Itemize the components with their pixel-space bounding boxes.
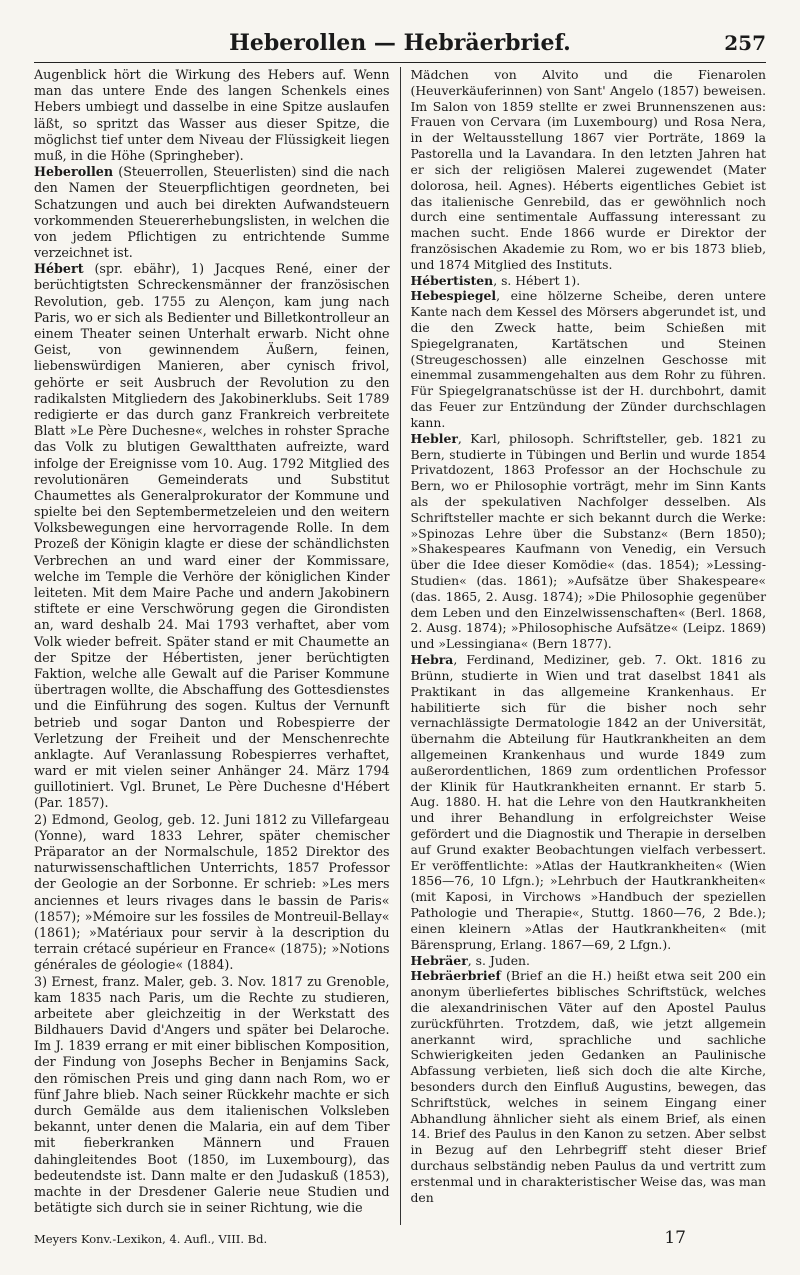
dictionary-entry bbox=[411, 968, 767, 1205]
entry-text: (Brief an die H.) heißt etwa seit 200 ein anonym überliefertes biblisches Schriftstück, welches die alexandrinischen Väter auf den Apostel Paulus zurückführten. Trotzdem, daß, wie jetzt allgemein anerkannt wird, sprachliche und sachliche Schwierigkeiten jeden Gedanken an Paulinische Abfassung verbieten, ließ sich doch die alte Kirche, besonders durch den Einfluß Augustins, bewegen, das Schriftstück, welches in seinem Eingang einer Abhandlung ähnlicher sieht als einem Brief, als einen 14. Brief des Paulus in den Kanon zu setzen. Aber selbst in Bezug auf den Lehrbegriff steht dieser Brief durchaus selbständig neben Paulus da und vertritt zum erstenmal und in charakteristischer Weise das, was man den bbox=[410, 968, 767, 1205]
dictionary-entry bbox=[34, 67, 390, 164]
dictionary-entry bbox=[411, 288, 767, 430]
entry-text: , s. Juden. bbox=[467, 952, 530, 968]
entry-text: 3) Ernest, franz. Maler, geb. 3. Nov. 1817 zu Grenoble, kam 1835 nach Paris, um die Rechte zu studieren, arbeitete aber gleichzeitig in der Werkstatt des Bildhauers David d'Angers und später bei Delaroche. Im J. 1839 errang er mit einer biblischen Komposition, der Findung von Josephs Becher in Benjamins Sack, den römischen Preis und ging dann nach Rom, wo er fünf Jahre blieb. Nach seiner Rückkehr machte er sich durch Gemälde aus dem italienischen Volksleben bekannt, unter denen die Malaria, ein auf dem Tiber mit fieberkranken Männern und Frauen dahingleitendes Boot (1850, im Luxembourg), das bedeutendste ist. Dann malte er den Judaskuß (1853), machte in der Dresdener Galerie neue Studien und betätigte sich durch sie in seiner Richtung, wie die bbox=[34, 973, 390, 1216]
left-column bbox=[34, 67, 390, 1225]
entry-text: , Karl, philosoph. Schriftsteller, geb. 1821 zu Bern, studierte in Tübingen und Berlin und wurde 1854 Privatdozent, 1863 Professor an der Hochschule zu Bern, wo er Philosophie vorträgt, mehr im Sinn Kants als der spekulativen Nachfolger desselben. Als Schriftsteller machte er sich bekannt durch die Werke: »Spinozas Lehre über die Substanz« (Bern 1850); »Shakespeares Kaufmann von Venedig, ein Versuch über die Idee dieser Komödie« (das. 1854); »Lessing-Studien« (das. 1861); »Aufsätze über Shakespeare« (das. 1865, 2. Ausg. 1874); »Die Philosophie gegenüber dem Leben und den Einzelwissenschaften« (Berl. 1868, 2. Ausg. 1874); »Philosophische Aufsätze« (Leipz. 1869) und »Lessingiana« (Bern 1877). bbox=[410, 430, 767, 652]
running-title: Heberollen — Hebräerbrief. bbox=[229, 30, 571, 56]
entry-text: , Ferdinand, Mediziner, geb. 7. Okt. 1816 zu Brünn, studierte in Wien und trat daselbst 1841 als Praktikant in das allgemeine Krankenhaus. Er habilitierte sich für die bisher noch sehr vernachlässigte Dermatologie 1842 an der Universität, übernahm die Abteilung für Hautkrankheiten an dem allgemeinen Krankenhaus und wurde 1849 zum außerordentlichen, 1869 zum ordentlichen Professor der Klinik für Hautkrankheiten ernannt. Er starb 5. Aug. 1880. H. hat die Lehre von den Hautkrankheiten und ihrer Behandlung in erfolgreichster Weise gefördert und die Diagnostik und Therapie in derselben auf Grund exakter Beobachtungen vielfach verbessert. Er veröffentlichte: »Atlas der Hautkrankheiten« (Wien 1856—76, 10 Lfgn.); »Lehrbuch der Hautkrankheiten« (mit Kaposi, in Virchows »Handbuch der speziellen Pathologie und Therapie«, Stuttg. 1860—76, 2 Bde.); einen kleinern »Atlas der Hautkrankheiten« (mit Bärensprung, Erlang. 1867—69, 2 Lfgn.). bbox=[410, 652, 767, 952]
dictionary-entry bbox=[411, 273, 767, 289]
page-header bbox=[34, 28, 766, 63]
entry-text: (spr. ebähr), 1) Jacques René, einer der berüchtigtsten Schreckensmänner der französischen Revolution, geb. 1755 zu Alençon, kam jung nach Paris, wo er sich als Bedienter und Billetkontrolleur an einem Theater seinen Unterhalt erwarb. Nicht ohne Geist, von gewinnendem Äußern, feinen, liebenswürdigen Manieren, aber cynisch frivol, gehörte er seit Ausbruch der Revolution zu den radikalsten Mitgliedern des Jakobinerklubs. Seit 1789 redigierte er das durch ganz Frankreich verbreitete Blatt »Le Père Duchesne«, welches in rohster Sprache das Volk zu blutigen Gewaltthaten aufreizte, ward infolge der Ereignisse vom 10. Aug. 1792 Mitglied des revolutionären Gemeinderats und Substitut Chaumettes als Generalprokurator der Kommune und spielte bei den Septembermetzeleien und den weitern Volksbewegungen eine hervorragende Rolle. In dem Prozeß der Königin klagte er diese der schändlichsten Verbrechen an und ward einer der Kommissare, welche im Temple die Verhöre der königlichen Kinder leiteten. Mit dem Maire Pache und andern Jakobinern stiftete er eine Verschwörung gegen die Girondisten an, ward deshalb 24. Mai 1793 verhaftet, aber vom Volk wieder befreit. Später stand er mit Chaumette an der Spitze der Hébertisten, jener berüchtigten Faktion, welche alle Gewalt auf die Pariser Kommune übertragen wollte, die Abschaffung des Gottesdienstes und die Einführung des sogen. Kultus der Vernunft betrieb und sogar Danton und Robespierre der Verletzung der Freiheit und der Menschenrechte anklagte. Auf Veranlassung Robespierres verhaftet, ward er mit vielen seiner Anhänger 24. März 1794 guillotiniert. Vgl. Brunet, Le Père Duchesne d'Hébert (Par. 1857). bbox=[34, 261, 390, 811]
page-number: 257 bbox=[724, 31, 766, 55]
entry-headword: Hebler bbox=[410, 430, 458, 446]
dictionary-entry bbox=[34, 812, 390, 974]
entry-text: Augenblick hört die Wirkung des Hebers auf. Wenn man das untere Ende des langen Schenkels eines Hebers umbiegt und dasselbe in eine Spitze auslaufen läßt, so spritzt das Wasser aus dieser Spitze, die möglichst tief unter dem Niveau der Flüssigkeit liegen muß, in die Höhe (Springheber). bbox=[34, 67, 390, 163]
entry-text: (Steuerrollen, Steuerlisten) sind die nach den Namen der Steuerpflichtigen geordneten, bei Schatzungen und auch bei direkten Aufwandsteuern vorkommenden Steuererhebungslisten, in welchen die von jedem Pflichtigen zu entrichtende Summe verzeichnet ist. bbox=[34, 164, 390, 261]
entry-text: Mädchen von Alvito und die Fienarolen (Heuverkäuferinnen) von Sant' Angelo (1857) beweisen. Im Salon von 1859 stellte er zwei Brunnenszenen aus: Frauen von Cervara (im Luxembourg) und Rosa Nera, in der Weltausstellung 1867 vier Porträte, 1869 la Pastorella und la Lavandara. In den letzten Jahren hat er sich der religiösen Malerei zugewendet (Mater dolorosa, heil. Agnes). Héberts eigentliches Gebiet ist das italienische Genrebild, das er gewöhnlich noch durch eine sentimentale Auffassung interessant zu machen sucht. Ende 1866 wurde er Direktor der französischen Akademie zu Rom, wo er bis 1873 blieb, und 1874 Mitglied des Instituts. bbox=[410, 67, 767, 272]
dictionary-entry bbox=[34, 261, 390, 811]
dictionary-entry bbox=[411, 652, 767, 952]
page-footer bbox=[34, 1228, 766, 1258]
entry-headword: Hebräerbrief bbox=[410, 968, 501, 984]
dictionary-entry bbox=[411, 67, 767, 273]
dictionary-entry bbox=[411, 431, 767, 652]
sheet-number: 17 bbox=[664, 1228, 686, 1248]
column-divider bbox=[400, 67, 401, 1225]
entry-text: , s. Hébert 1). bbox=[493, 272, 581, 288]
entry-headword: Heberollen bbox=[34, 164, 114, 180]
dictionary-entry bbox=[411, 953, 767, 969]
two-column-body bbox=[34, 67, 766, 1225]
entry-text: 2) Edmond, Geolog, geb. 12. Juni 1812 zu Villefargeau (Yonne), ward 1833 Lehrer, später chemischer Präparator an der Normalschule, 1852 Direktor des naturwissenschaftlichen Unterrichts, 1857 Professor der Geologie an der Sorbonne. Er schrieb: »Les mers anciennes et leurs rivages dans le bassin de Paris« (1857); »Mémoire sur les fossiles de Montreuil-Bellay« (1861); »Matériaux pour servir à la description du terrain crétacé supérieur en France« (1875); »Notions générales de géologie« (1884). bbox=[34, 811, 390, 973]
entry-text: , eine hölzerne Scheibe, deren untere Kante nach dem Kessel des Mörsers abgerundet ist, und die den Zweck hatte, beim Schießen mit Spiegelgranaten, Kartätschen und Steinen (Streugeschossen) alle einzelnen Geschosse mit einemmal zusammengehalten aus dem Rohr zu führen. Für Spiegelgranatschüsse ist der H. durchbohrt, damit das Feuer zur Entzündung der Zünder durchschlagen kann. bbox=[410, 288, 767, 430]
dictionary-entry bbox=[34, 164, 390, 261]
right-column bbox=[411, 67, 767, 1225]
dictionary-entry bbox=[34, 974, 390, 1217]
printer-signature: Meyers Konv.-Lexikon, 4. Aufl., VIII. Bd. bbox=[34, 1232, 268, 1246]
entry-headword: Hebra bbox=[410, 652, 454, 668]
entry-headword: Hébert bbox=[34, 261, 84, 277]
entry-headword: Hebespiegel bbox=[410, 288, 497, 304]
entry-headword: Hébertisten bbox=[410, 272, 494, 288]
entry-headword: Hebräer bbox=[410, 952, 468, 968]
